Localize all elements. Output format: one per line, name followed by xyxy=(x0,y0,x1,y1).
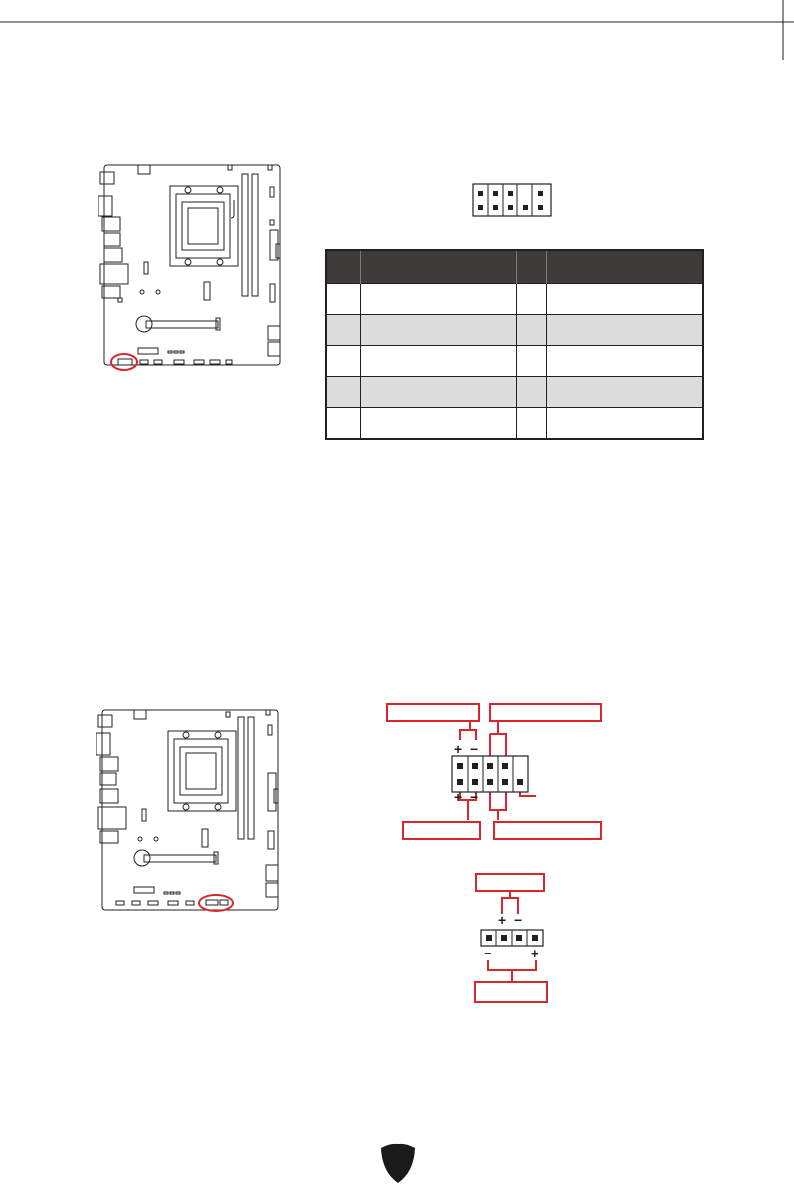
speaker-header-diagram xyxy=(478,890,548,984)
table-cell xyxy=(547,315,703,346)
table-cell xyxy=(326,346,361,377)
speaker-label-box xyxy=(474,981,548,1003)
table-header-row xyxy=(326,250,703,284)
table-cell xyxy=(361,408,517,440)
table-cell xyxy=(516,377,547,408)
shield-logo-icon xyxy=(378,1140,418,1185)
header-pin-drawing-top xyxy=(472,183,552,218)
table-row xyxy=(326,346,703,377)
pin-definition-table xyxy=(325,249,704,440)
connector-highlight-circle xyxy=(111,354,137,370)
table-cell xyxy=(326,284,361,315)
table-cell xyxy=(326,408,361,440)
table-cell xyxy=(547,346,703,377)
table-cell xyxy=(361,377,517,408)
crop-marks xyxy=(0,0,794,60)
minus-sign: − xyxy=(514,912,523,928)
table-header-cell xyxy=(326,250,361,284)
table-header-cell xyxy=(547,250,703,284)
table-cell xyxy=(547,284,703,315)
minus-sign: − xyxy=(470,789,479,805)
table-cell xyxy=(516,346,547,377)
table-cell xyxy=(326,315,361,346)
table-row xyxy=(326,377,703,408)
table-cell xyxy=(547,408,703,440)
front-panel-header-diagram xyxy=(430,720,560,824)
motherboard-diagram-bottom xyxy=(96,705,286,920)
table-row xyxy=(326,284,703,315)
plus-sign: + xyxy=(498,912,507,928)
table-cell xyxy=(547,377,703,408)
plus-sign: + xyxy=(531,946,539,961)
motherboard-diagram-top xyxy=(98,160,288,375)
table-cell xyxy=(516,315,547,346)
table-header-cell xyxy=(361,250,517,284)
plus-sign: + xyxy=(454,741,463,757)
table-cell xyxy=(361,315,517,346)
table-cell xyxy=(516,284,547,315)
minus-sign: − xyxy=(470,741,479,757)
table-cell xyxy=(361,284,517,315)
plus-sign: + xyxy=(454,789,463,805)
table-cell xyxy=(516,408,547,440)
table-cell xyxy=(361,346,517,377)
table-row xyxy=(326,315,703,346)
table-row xyxy=(326,408,703,440)
table-header-cell xyxy=(516,250,547,284)
table-cell xyxy=(326,377,361,408)
minus-sign: − xyxy=(484,946,492,961)
